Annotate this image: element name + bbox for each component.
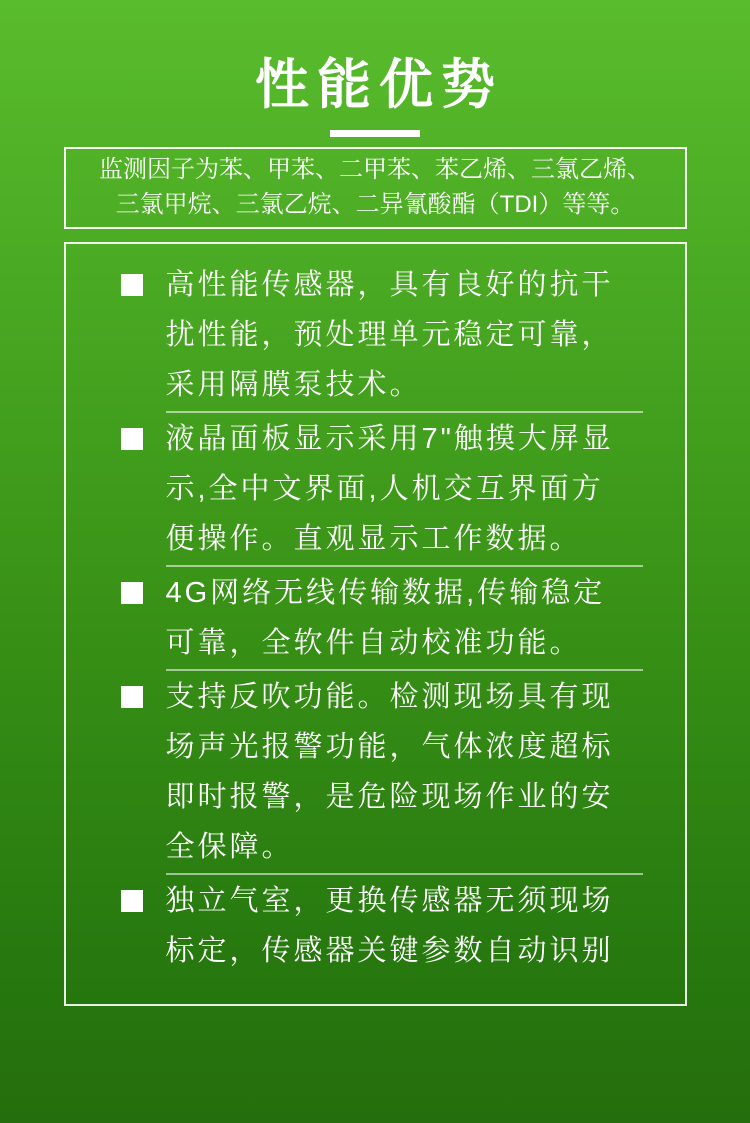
- feature-text-line: 扰性能，预处理单元稳定可靠，: [165, 319, 614, 351]
- page-title: 性能优势: [255, 55, 503, 115]
- feature-text-line: 4G网络无线传输数据,传输稳定: [165, 577, 606, 609]
- feature-item: [66, 260, 685, 410]
- bullet-square-icon: [121, 890, 143, 912]
- feature-item: [66, 876, 685, 976]
- feature-item: [66, 414, 685, 564]
- intro-line: 三氯甲烷、三氯乙烷、二异氰酸酯（TDI）等等。: [115, 191, 635, 218]
- feature-text: [166, 876, 644, 976]
- feature-text: [166, 414, 644, 564]
- feature-text-line: 液晶面板显示采用7"触摸大屏显: [165, 423, 614, 455]
- intro-box: [64, 147, 687, 229]
- feature-text-line: 采用隔膜泵技术。: [165, 369, 422, 401]
- feature-text-line: 支持反吹功能。检测现场具有现: [165, 681, 614, 713]
- feature-text-line: 便操作。直观显示工作数据。: [165, 523, 582, 555]
- feature-text-line: 高性能传感器，具有良好的抗干: [165, 269, 614, 301]
- feature-text-line: 标定，传感器关键参数自动识别: [165, 935, 614, 967]
- bullet-square-icon: [121, 686, 143, 708]
- feature-divider: [166, 411, 643, 413]
- feature-text: [166, 672, 644, 872]
- feature-text-line: 场声光报警功能，气体浓度超标: [165, 731, 614, 763]
- feature-text-line: 独立气室，更换传感器无须现场: [165, 885, 614, 917]
- feature-text-line: 全保障。: [165, 831, 294, 863]
- features-box: [64, 242, 687, 1006]
- intro-line: 监测因子为苯、甲苯、二甲苯、苯乙烯、三氯乙烯、: [99, 156, 651, 183]
- feature-divider: [166, 873, 643, 875]
- feature-text: [166, 568, 644, 668]
- feature-item: [66, 568, 685, 668]
- bullet-square-icon: [121, 428, 143, 450]
- bullet-square-icon: [121, 274, 143, 296]
- feature-item: [66, 672, 685, 872]
- feature-divider: [166, 669, 643, 671]
- feature-text-line: 即时报警，是危险现场作业的安: [165, 781, 614, 813]
- feature-text-line: 可靠，全软件自动校准功能。: [165, 627, 582, 659]
- feature-text-line: 示,全中文界面,人机交互界面方: [165, 473, 604, 505]
- bullet-square-icon: [121, 582, 143, 604]
- feature-text: [166, 260, 644, 410]
- feature-divider: [166, 565, 643, 567]
- title-underline: [330, 130, 420, 137]
